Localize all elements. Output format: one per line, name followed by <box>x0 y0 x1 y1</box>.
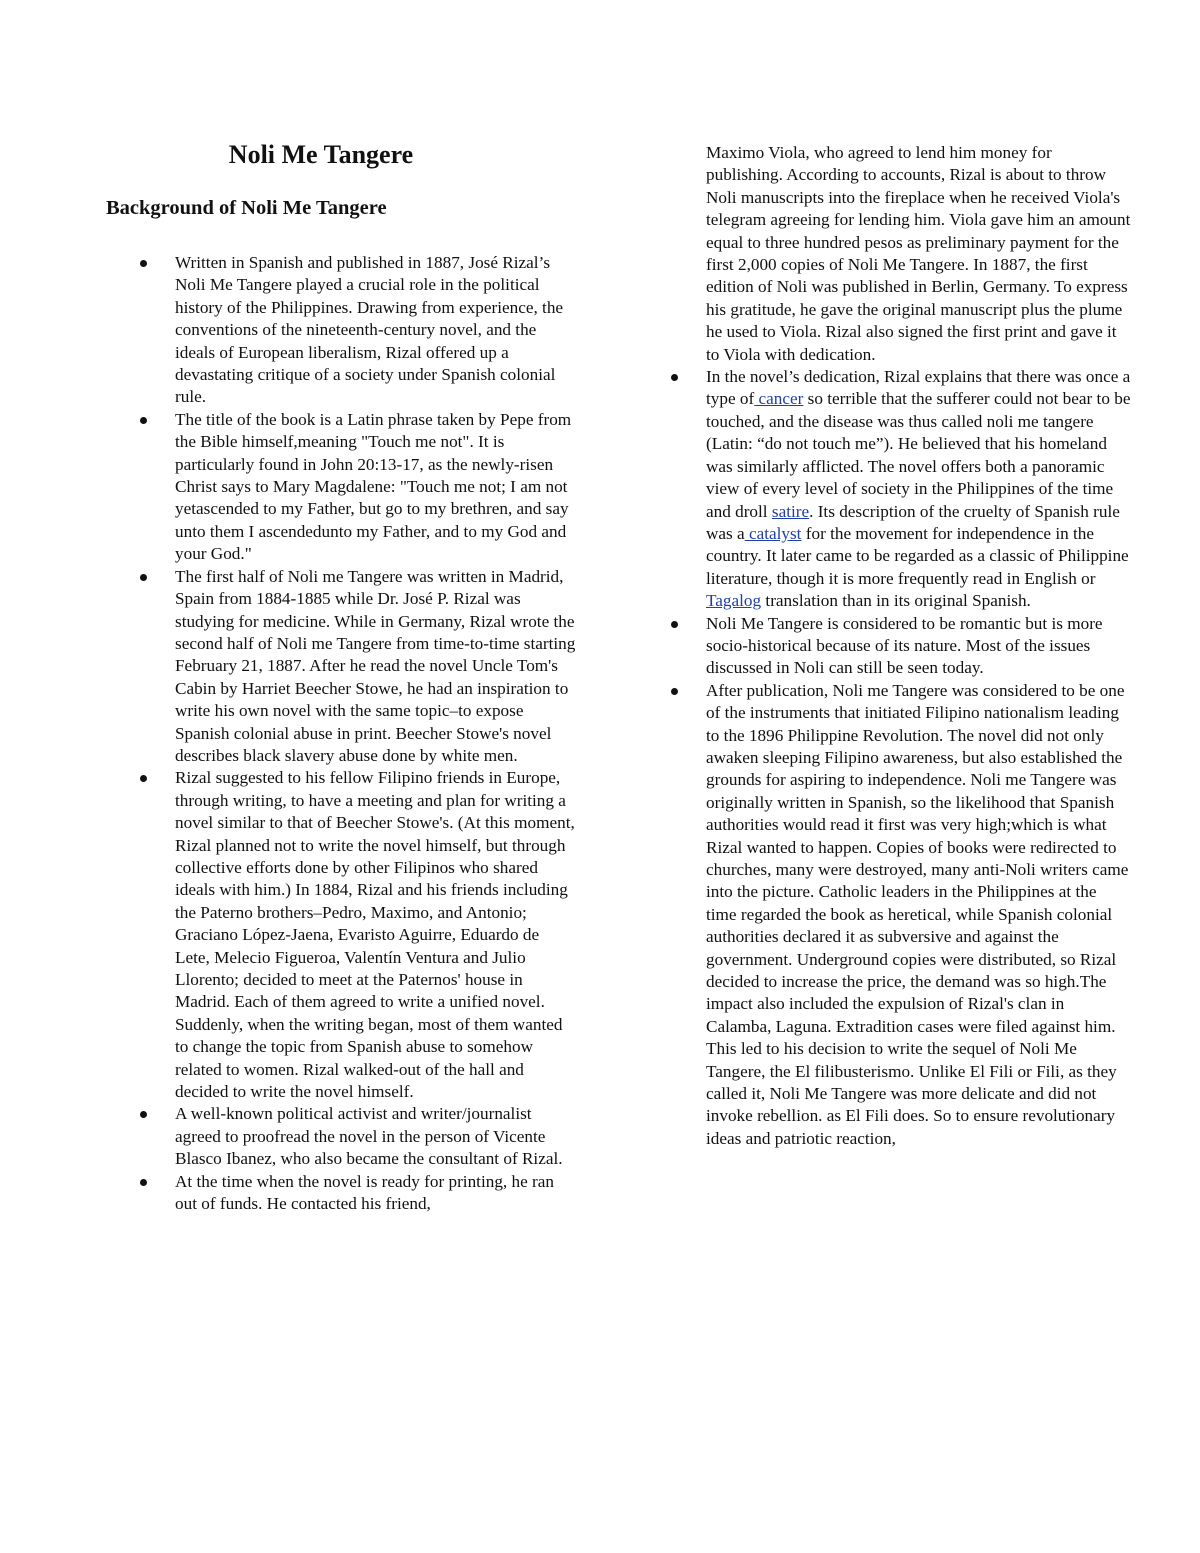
bullet-icon <box>140 574 147 581</box>
right-bullet-list <box>671 142 1131 1150</box>
list-item: Written in Spanish and published in 1887, José Rizal’s Noli Me Tangere played a crucial role in the political history of the Philippines. Drawing from experience, the conventions of the nineteenth-century novel, and the ideals of European liberalism, Rizal offered up a devastating critique of a society under Spanish colonial rule. <box>106 252 576 409</box>
list-item: Rizal suggested to his fellow Filipino friends in Europe, through writing, to have a meeting and plan for writing a novel similar to that of Beecher Stowe's. (At this moment, Rizal planned not to write the novel himself, but through collective efforts done by other Filipinos who shared ideals with him.) In 1884, Rizal and his friends including the Paterno brothers–Pedro, Maximo, and Antonio; Graciano López-Jaena, Evaristo Aguirre, Eduardo de Lete, Melecio Figueroa, Valentín Ventura and Julio Llorento; decided to meet at the Paternos' house in Madrid. Each of them agreed to write a unified novel. Suddenly, when the writing began, most of them wanted to change the topic from Spanish abuse to somehow related to women. Rizal walked-out of the hall and decided to write the novel himself. <box>106 767 576 1103</box>
bullet-icon <box>671 688 678 695</box>
list-item: Noli Me Tangere is considered to be romantic but is more socio-historical because of its nature. Most of the issues discussed in Noli can still be seen today. <box>671 613 1131 680</box>
bullet-icon <box>140 417 147 424</box>
link-tagalog[interactable]: Tagalog <box>706 591 762 611</box>
section-heading: Background of Noli Me Tangere <box>106 197 387 219</box>
list-item: At the time when the novel is ready for printing, he ran out of funds. He contacted his friend, <box>106 1171 576 1216</box>
list-item-continuation: Maximo Viola, who agreed to lend him money for publishing. According to accounts, Rizal is about to throw Noli manuscripts into the fireplace when he received Viola's telegram agreeing for lending him. Viola gave him an amount equal to three hundred pesos as preliminary payment for the first 2,000 copies of Noli Me Tangere. In 1887, the first edition of Noli was published in Berlin, Germany. To express his gratitude, he gave the original manuscript plus the plume he used to Viola. Rizal also signed the first print and gave it to Viola with dedication. <box>706 143 1131 364</box>
list-item: After publication, Noli me Tangere was considered to be one of the instruments that initiated Filipino nationalism leading to the 1896 Philippine Revolution. The novel did not only awaken sleeping Filipino awareness, but also established the grounds for aspiring to independence. Noli me Tangere was originally written in Spanish, so the likelihood that Spanish authorities would read it first was very high;which is what Rizal wanted to happen. Copies of books were redirected to churches, many were destroyed, many anti-Noli writers came into the picture. Catholic leaders in the Philippines at the time regarded the book as heretical, while Spanish colonial authorities declared it as subversive and against the government. Underground copies were distributed, so Rizal decided to increase the price, the demand was so high.The impact also included the expulsion of Rizal's clan in Calamba, Laguna. Extradition cases were filed against him. This led to his decision to write the sequel of Noli Me Tangere, the El filibusterismo. Unlike El Fili or Fili, as they called it, Noli Me Tangere was more delicate and did not invoke rebellion. as El Fili does. So to ensure revolutionary ideas and patriotic reaction, <box>671 680 1131 1151</box>
bullet-icon <box>140 260 147 267</box>
list-item: In the novel’s dedication, Rizal explains that there was once a type of cancer so terrible that the sufferer could not bear to be touched, and the disease was thus called noli me tangere (Latin: “do not touch me”). He believed that his homeland was similarly afflicted. The novel offers both a panoramic view of every level of society in the Philippines of the time and droll satire. Its description of the cruelty of Spanish rule was a catalyst for the movement for independence in the country. It later came to be regarded as a classic of Philippine literature, though it is more frequently read in English or Tagalog translation than in its original Spanish. <box>671 366 1131 612</box>
left-bullet-list <box>106 252 576 1215</box>
bullet-icon <box>671 374 678 381</box>
link-catalyst[interactable]: catalyst <box>744 523 802 543</box>
bullet-icon <box>140 1111 147 1118</box>
document-title: Noli Me Tangere <box>228 140 414 169</box>
link-cancer[interactable]: cancer <box>754 389 804 409</box>
list-item: The first half of Noli me Tangere was written in Madrid, Spain from 1884-1885 while Dr. José P. Rizal was studying for medicine. While in Germany, Rizal wrote the second half of Noli me Tangere from time-to-time starting February 21, 1887. After he read the novel Uncle Tom's Cabin by Harriet Beecher Stowe, he had an inspiration to write his own novel with the same topic–to expose Spanish colonial abuse in print. Beecher Stowe's novel describes black slavery abuse done by white men. <box>106 566 576 768</box>
bullet-icon <box>140 775 147 782</box>
list-item: A well-known political activist and writer/journalist agreed to proofread the novel in the person of Vicente Blasco Ibanez, who also became the consultant of Rizal. <box>106 1103 576 1170</box>
list-item: The title of the book is a Latin phrase taken by Pepe from the Bible himself,meaning "Touch me not". It is particularly found in John 20:13-17, as the newly-risen Christ says to Mary Magdalene: "Touch me not; I am not yetascended to my Father, but go to my brethren, and say unto them I ascendedunto my Father, and to my God and your God." <box>106 409 576 566</box>
bullet-icon <box>140 1179 147 1186</box>
bullet-icon <box>671 621 678 628</box>
link-satire[interactable]: satire <box>771 501 810 521</box>
